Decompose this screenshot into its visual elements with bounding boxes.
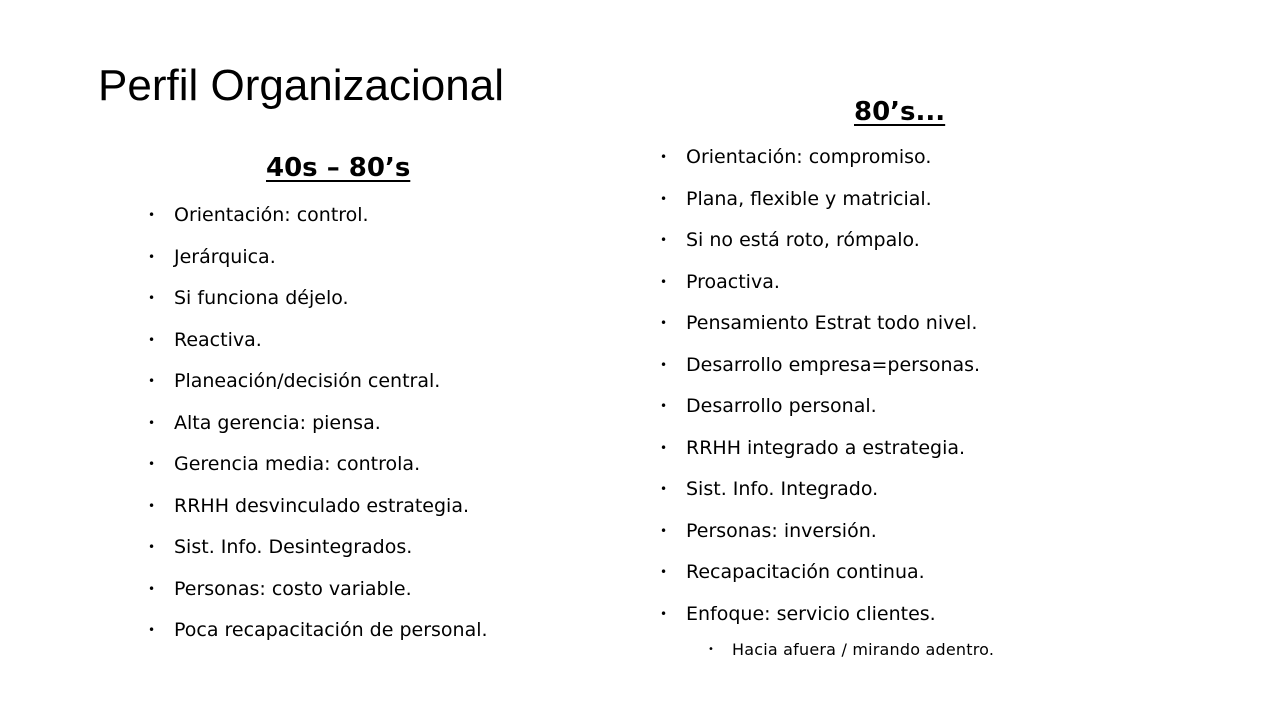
list-item-text: Sist. Info. Integrado. xyxy=(686,478,879,500)
bullet-icon: • xyxy=(660,440,668,455)
left-column-list xyxy=(148,195,588,652)
bullet-icon: • xyxy=(148,498,156,513)
list-item-text: RRHH desvinculado estrategia. xyxy=(174,494,470,517)
bullet-icon: • xyxy=(148,291,156,305)
list-item-text: Desarrollo personal. xyxy=(686,395,877,417)
slide-title: Perfil Organizacional xyxy=(98,61,504,110)
bullet-icon: • xyxy=(660,523,668,538)
list-item xyxy=(660,594,1200,636)
list-item-text: Si funciona déjelo. xyxy=(174,287,349,309)
bullet-icon: • xyxy=(148,208,156,222)
bullet-icon: • xyxy=(660,606,668,621)
bullet-icon: • xyxy=(660,565,668,579)
list-item-text: Poca recapacitación de personal. xyxy=(174,619,488,641)
list-item-text: Alta gerencia: piensa. xyxy=(174,411,381,434)
bullet-icon: • xyxy=(660,150,668,164)
bullet-icon: • xyxy=(660,274,668,289)
list-item xyxy=(148,403,588,445)
bullet-icon: • xyxy=(148,457,156,471)
bullet-icon: • xyxy=(660,357,668,372)
bullet-icon: • xyxy=(148,249,156,264)
list-item xyxy=(148,195,588,237)
list-item-text: Orientación: compromiso. xyxy=(686,146,932,168)
list-item-text: Proactiva. xyxy=(686,270,780,293)
list-item-text: Desarrollo empresa=personas. xyxy=(686,353,981,376)
bullet-icon: • xyxy=(660,399,668,413)
bullet-icon: • xyxy=(148,623,156,637)
list-item xyxy=(148,361,588,403)
list-item xyxy=(660,179,1200,221)
list-item-text: Recapacitación continua. xyxy=(686,561,925,583)
list-item-text: Jerárquica. xyxy=(174,245,276,268)
list-subitem xyxy=(708,635,1200,665)
list-item xyxy=(148,237,588,279)
list-subitem-text: Hacia afuera / mirando adentro. xyxy=(732,640,995,659)
list-item xyxy=(660,428,1200,470)
right-column xyxy=(660,92,1200,665)
list-item xyxy=(148,320,588,362)
right-column-heading: 80’s... xyxy=(854,97,946,127)
list-item-text: Enfoque: servicio clientes. xyxy=(686,602,936,625)
bullet-icon: • xyxy=(148,332,156,347)
bullet-icon: • xyxy=(148,374,156,388)
list-item-text: Personas: costo variable. xyxy=(174,577,412,600)
list-item xyxy=(148,569,588,611)
list-item xyxy=(660,262,1200,304)
list-item xyxy=(148,527,588,569)
list-item-text: Personas: inversión. xyxy=(686,519,877,542)
list-item xyxy=(660,220,1200,262)
list-item-text: RRHH integrado a estrategia. xyxy=(686,436,966,459)
right-column-list xyxy=(660,137,1200,665)
bullet-icon: • xyxy=(660,482,668,496)
left-column-heading: 40s – 80’s xyxy=(266,153,411,183)
list-item xyxy=(660,511,1200,553)
list-item xyxy=(660,386,1200,428)
list-item-text: Reactiva. xyxy=(174,328,262,351)
list-item xyxy=(148,486,588,528)
list-item-text: Si no está roto, rómpalo. xyxy=(686,229,920,251)
list-item-text: Pensamiento Estrat todo nivel. xyxy=(686,312,978,334)
left-column xyxy=(148,148,588,652)
list-item xyxy=(148,610,588,652)
bullet-icon: • xyxy=(660,233,668,247)
list-item xyxy=(660,137,1200,179)
list-item-text: Orientación: control. xyxy=(174,204,369,226)
list-item-text: Sist. Info. Desintegrados. xyxy=(174,536,413,558)
list-item xyxy=(148,278,588,320)
list-item xyxy=(148,444,588,486)
bullet-icon: • xyxy=(148,581,156,596)
list-item xyxy=(660,303,1200,345)
list-item xyxy=(660,469,1200,511)
list-item-text: Plana, flexible y matricial. xyxy=(686,187,932,210)
list-item xyxy=(660,345,1200,387)
bullet-icon: • xyxy=(148,415,156,430)
list-item xyxy=(660,552,1200,594)
list-item-text: Gerencia media: controla. xyxy=(174,453,421,475)
bullet-icon: • xyxy=(660,316,668,330)
bullet-icon: • xyxy=(660,191,668,206)
bullet-icon: • xyxy=(708,644,715,655)
bullet-icon: • xyxy=(148,540,156,554)
list-item-text: Planeación/decisión central. xyxy=(174,370,441,392)
